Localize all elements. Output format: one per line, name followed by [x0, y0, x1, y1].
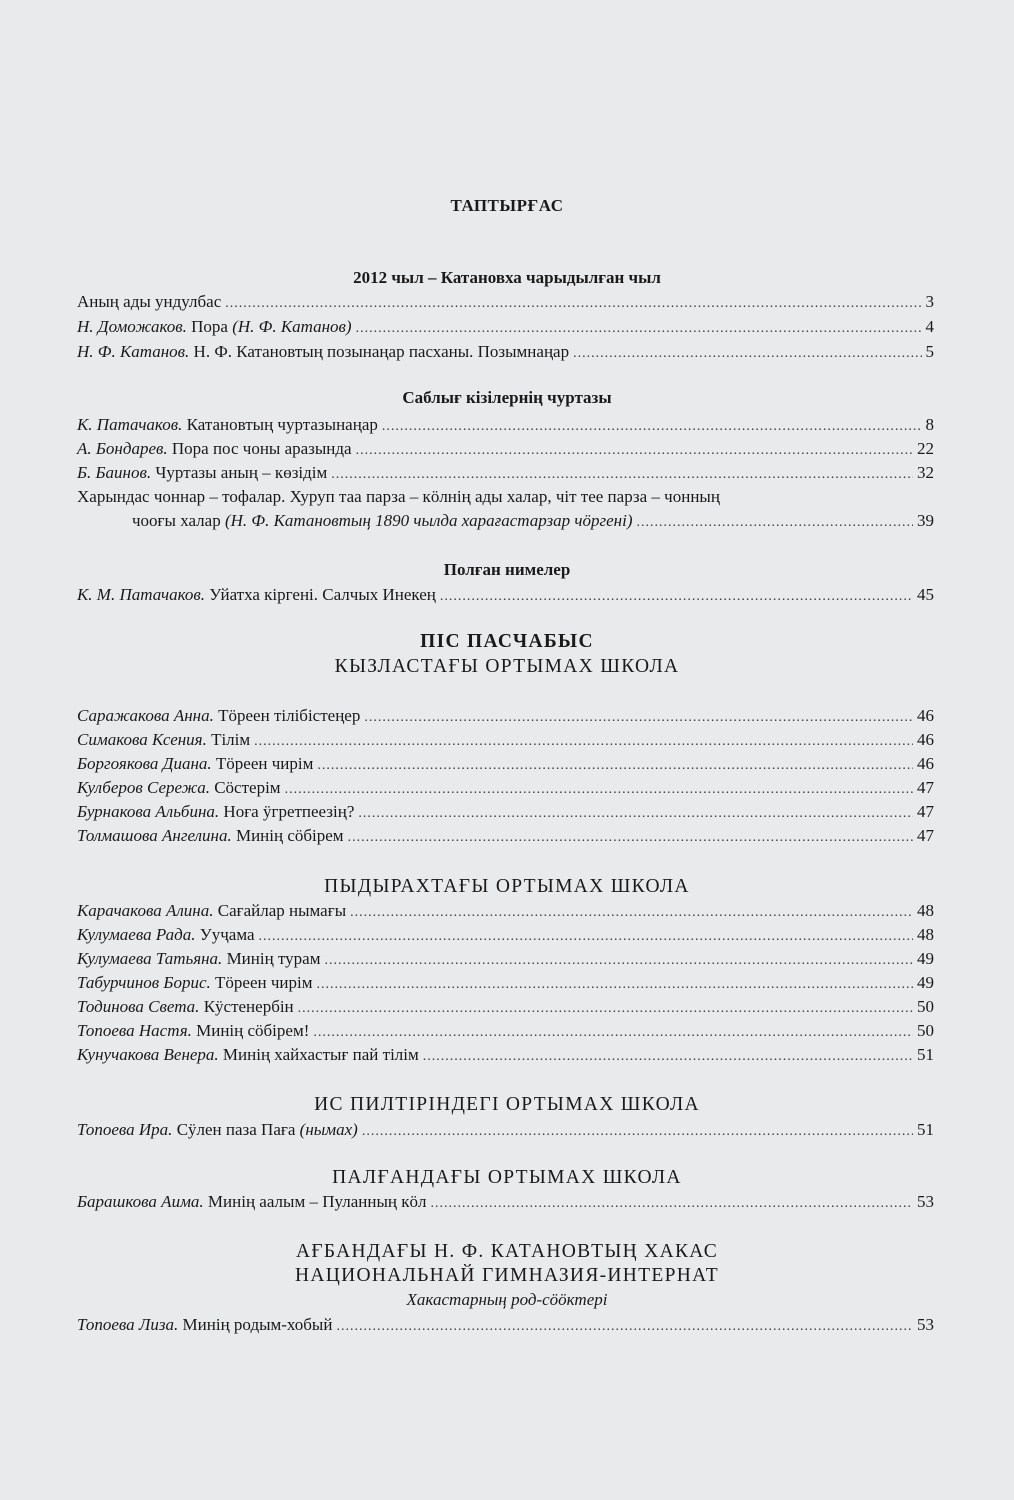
toc-entry: [77, 438, 934, 462]
page-number: 48: [917, 901, 934, 920]
page-number: 47: [917, 778, 934, 797]
entry-author: Б. Баинов.: [77, 463, 152, 482]
school-heading: АҒБАНДАҒЫ Н. Ф. КАТАНОВТЫҢ ХАКАС: [295, 1241, 719, 1262]
entry-author: Кунучакова Венера.: [77, 1045, 219, 1064]
page-number: 3: [925, 292, 934, 311]
entry-title: Минің аалым – Пуланның кӧл: [207, 1192, 427, 1211]
part-heading: ПІС ПАСЧАБЫС: [420, 631, 594, 652]
entry-title: чооғы халар: [132, 511, 221, 530]
entry-title: Минің сӧбірем!: [196, 1021, 310, 1040]
toc-entry: [77, 1119, 934, 1143]
toc-entry: [77, 924, 934, 948]
toc-entry: [77, 900, 934, 924]
entry-author: Бурнакова Альбина.: [77, 802, 220, 821]
entry-author: А. Бондарев.: [77, 439, 168, 458]
page-number: 32: [917, 463, 934, 482]
entry-author: Кулумаева Татьяна.: [77, 949, 223, 968]
entry-author: Симакова Ксения.: [77, 730, 207, 749]
dot-leader: [423, 1046, 913, 1068]
toc-entry: [77, 972, 934, 996]
school-heading: ПЫДЫРАХТАҒЫ ОРТЫМАХ ШКОЛА: [324, 876, 690, 897]
page-number: 46: [917, 706, 934, 725]
dot-leader: [362, 1121, 913, 1143]
dot-leader: [316, 974, 913, 996]
dot-leader: [348, 827, 913, 849]
entry-author: К. М. Патачаков.: [77, 585, 206, 604]
entry-title: Тілім: [211, 730, 251, 749]
toc-entry: [77, 1020, 934, 1044]
section-heading: Саблығ кізілернің чуртазы: [402, 388, 612, 407]
toc-entry: [77, 1044, 934, 1068]
page-number: 22: [917, 439, 934, 458]
toc-entry: [77, 825, 934, 849]
page-number: 4: [925, 317, 934, 336]
toc-entry: [77, 777, 934, 801]
entry-author: Тодинова Света.: [77, 997, 200, 1016]
dot-leader: [364, 707, 913, 729]
entry-author: Топоева Лиза.: [77, 1315, 179, 1334]
page-number: 39: [917, 511, 934, 530]
entry-title: Тӧреен чирім: [215, 754, 314, 773]
page-number: 46: [917, 754, 934, 773]
entry-author: Топоева Ира.: [77, 1120, 173, 1139]
toc-entry: [77, 341, 934, 365]
dot-leader: [298, 998, 913, 1020]
toc-entry: [77, 1314, 934, 1338]
dot-leader: [285, 779, 913, 801]
dot-leader: [350, 902, 913, 924]
entry-author: Топоева Настя.: [77, 1021, 192, 1040]
entry-title: Минің турам: [226, 949, 321, 968]
entry-author: Кулумаева Рада.: [77, 925, 196, 944]
dot-leader: [336, 1316, 913, 1338]
entry-title: Чуртазы аның – көзідім: [155, 463, 328, 482]
toc-entry: [132, 510, 934, 534]
toc-entry: [77, 316, 934, 340]
page-number: 51: [917, 1120, 934, 1139]
page-number: 47: [917, 802, 934, 821]
entry-title: Кӱстенербін: [203, 997, 294, 1016]
entry-title: Минің хайхастығ пай тілім: [222, 1045, 419, 1064]
dot-leader: [331, 464, 913, 486]
page-number: 50: [917, 997, 934, 1016]
dot-leader: [573, 343, 921, 365]
page-number: 53: [917, 1192, 934, 1211]
dot-leader: [324, 950, 913, 972]
entry-author: Саражакова Анна.: [77, 706, 214, 725]
entry-author: Толмашова Ангелина.: [77, 826, 232, 845]
school-heading: ИС ПИЛТІРІНДЕГІ ОРТЫМАХ ШКОЛА: [314, 1094, 700, 1115]
entry-author: Боргоякова Диана.: [77, 754, 212, 773]
dot-leader: [259, 926, 913, 948]
dot-leader: [358, 803, 913, 825]
school-heading: ПАЛҒАНДАҒЫ ОРТЫМАХ ШКОЛА: [332, 1167, 682, 1188]
entry-title: Ууҷама: [199, 925, 255, 944]
page-number: 49: [917, 973, 934, 992]
dot-leader: [430, 1193, 913, 1215]
entry-note: (Н. Ф. Катановтың 1890 чылда харағастарзар чӧргені): [224, 511, 633, 530]
page-title: ТАПТЫРҒАС: [450, 196, 564, 215]
dot-leader: [313, 1022, 913, 1044]
entry-author: Табурчинов Борис.: [77, 973, 211, 992]
entry-title: Сӱлен паза Паға: [176, 1120, 296, 1139]
school-heading: КЫЗЛАСТАҒЫ ОРТЫМАХ ШКОЛА: [334, 656, 680, 677]
toc-entry: [77, 753, 934, 777]
school-subheading: Хакастарның род-сӧӧктері: [406, 1290, 608, 1309]
page-number: 46: [917, 730, 934, 749]
toc-entry: [77, 462, 934, 486]
school-heading-line2: НАЦИОНАЛЬНАЙ ГИМНАЗИЯ-ИНТЕРНАТ: [294, 1265, 720, 1286]
entry-author: Н. Доможаков.: [77, 317, 187, 336]
dot-leader: [356, 440, 913, 462]
entry-author: К. Патачаков.: [77, 415, 183, 434]
toc-entry: [77, 801, 934, 825]
page-number: 49: [917, 949, 934, 968]
toc-entry: [77, 1191, 934, 1215]
dot-leader: [254, 731, 913, 753]
dot-leader: [637, 512, 913, 534]
section-heading: 2012 чыл – Катановха чарыдылған чыл: [353, 268, 661, 287]
entry-title: Аның ады ундулбас: [77, 292, 222, 311]
entry-title: Сағайлар нымағы: [217, 901, 347, 920]
entry-author: Карачакова Алина.: [77, 901, 214, 920]
entry-title: Тӧреен тілібістеңер: [218, 706, 361, 725]
dot-leader: [225, 293, 921, 315]
toc-entry: [77, 705, 934, 729]
page-number: 53: [917, 1315, 934, 1334]
entry-title: Тӧреен чирім: [215, 973, 313, 992]
entry-note: (Н. Ф. Катанов): [232, 317, 352, 336]
entry-author: Барашкова Аима.: [77, 1192, 204, 1211]
entry-title: Уйатха кіргені. Салчых Инекең: [209, 585, 436, 604]
entry-title: Пора: [191, 317, 228, 336]
entry-title: Минің сӧбірем: [235, 826, 344, 845]
entry-author: Кулберов Сережа.: [77, 778, 210, 797]
toc-entry: [77, 414, 934, 438]
page-number: 8: [925, 415, 934, 434]
entry-title: Ноға ӱгретпеезің?: [223, 802, 355, 821]
toc-entry-line: Харындас чоннар – тофалар. Хуруп таа парза – кӧлнің ады халар, чіт тее парза – чонның: [77, 487, 720, 506]
toc-entry: [77, 729, 934, 753]
page-number: 47: [917, 826, 934, 845]
toc-entry: [77, 584, 934, 608]
entry-note: (нымах): [299, 1120, 358, 1139]
entry-title: Катановтың чуртазынаңар: [186, 415, 378, 434]
page-number: 48: [917, 925, 934, 944]
toc-entry: [77, 996, 934, 1020]
dot-leader: [317, 755, 913, 777]
page-number: 50: [917, 1021, 934, 1040]
toc-entry: [77, 291, 934, 315]
page-number: 5: [925, 342, 934, 361]
dot-leader: [440, 586, 913, 608]
entry-title: Сӧстерім: [214, 778, 281, 797]
entry-title: Н. Ф. Катановтың позынаңар пасханы. Позымнаңар: [193, 342, 570, 361]
entry-author: Н. Ф. Катанов.: [77, 342, 190, 361]
dot-leader: [382, 416, 922, 438]
toc-entry: [77, 948, 934, 972]
dot-leader: [356, 318, 922, 340]
page-number: 45: [917, 585, 934, 604]
entry-title: Пора пос чоны аразында: [171, 439, 352, 458]
section-heading: Полған нимелер: [443, 560, 571, 579]
page-number: 51: [917, 1045, 934, 1064]
entry-title: Минің родым-хобый: [182, 1315, 333, 1334]
